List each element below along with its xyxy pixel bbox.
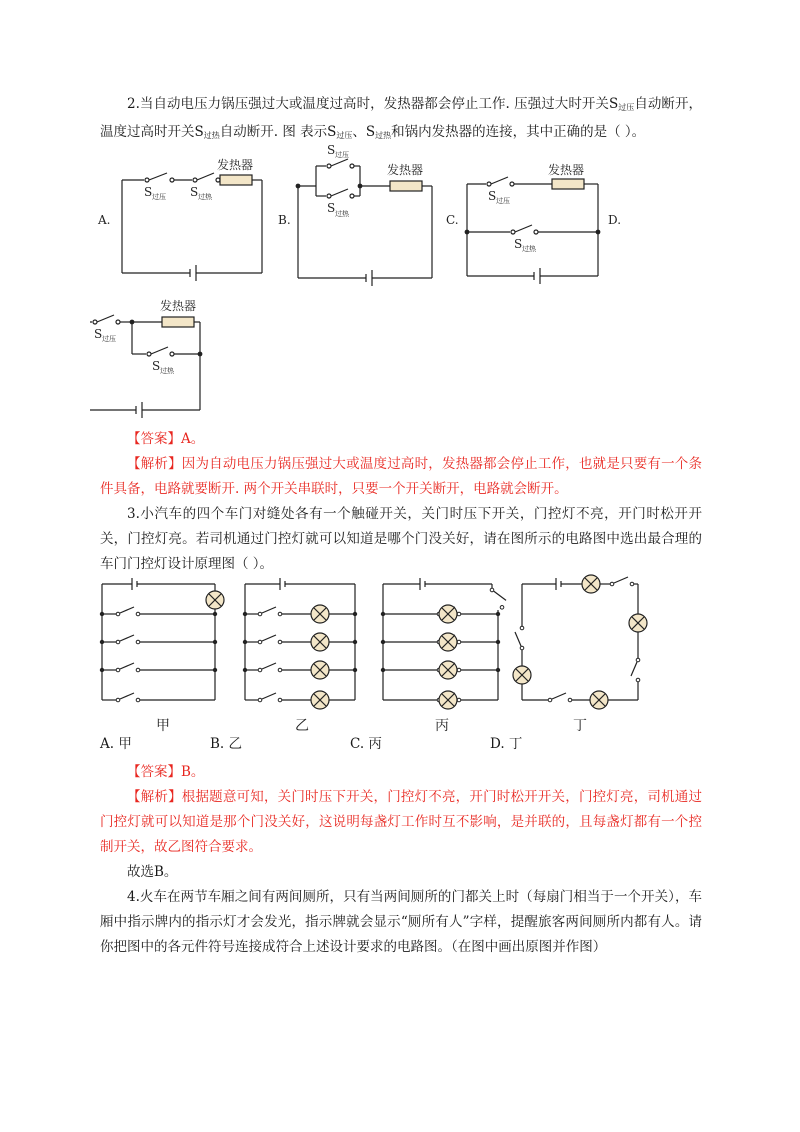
q3-stem: 3.小汽车的四个车门对缝处各有一个触碰开关，关门时压下开关，门控灯不亮，开门时松开开关，门控灯亮。若司机通过门控灯就可以知道是哪个门没关好，请在图所示的电路图中选出最合理的车门门控灯设计原理图（ ）。 (100, 506, 702, 572)
svg-text:过压: 过压 (496, 197, 510, 205)
switch-label: S (144, 185, 153, 199)
option-a-label: A. (98, 213, 111, 227)
circuit-b (298, 159, 432, 286)
circuit-jia (102, 578, 215, 700)
q3-answer: 【答案】B。 (127, 764, 205, 780)
svg-text:过压: 过压 (102, 335, 116, 343)
q2-circuit-figure (90, 140, 630, 420)
junction-dot (596, 230, 601, 235)
circuit-c (467, 177, 598, 284)
q3-circuit-figure (90, 572, 670, 732)
heater-label: 发热器 (387, 163, 424, 177)
circuit-ding (522, 578, 638, 700)
option-c-label: C. (446, 213, 459, 227)
switch-label: S (514, 237, 523, 251)
switch-label: S (327, 201, 336, 215)
q3-conclusion: 故选B。 (127, 864, 178, 880)
switch-label: S (488, 189, 497, 203)
svg-text:过压: 过压 (335, 151, 349, 159)
svg-text:过热: 过热 (160, 367, 174, 375)
circuit-yi (245, 578, 355, 700)
svg-text:过热: 过热 (198, 193, 212, 201)
svg-text:过热: 过热 (522, 245, 536, 253)
choice-b: B. 乙 (210, 736, 243, 752)
switch-label: S (190, 185, 199, 199)
junction-dot (465, 230, 470, 235)
q3-analysis: 【解析】根据题意可知，关门时压下开关，门控灯不亮，开门时松开开关，门控灯亮，司机通过门控灯就可以知道是那个门没关好，这说明每盏灯工作时互不影响，是并联的，且每盏灯都有一个控制开关，故乙图符合要求。 (100, 789, 702, 855)
option-b-label: B. (278, 213, 291, 227)
junction-dot (296, 184, 301, 189)
choice-d: D. 丁 (490, 736, 523, 752)
heater-label: 发热器 (160, 299, 197, 313)
switch-label: S (327, 143, 336, 157)
svg-text:过热: 过热 (335, 210, 349, 218)
caption-yi: 乙 (295, 718, 309, 732)
caption-bing: 丙 (435, 718, 449, 732)
heater-label: 发热器 (548, 163, 585, 177)
junction-dot (358, 184, 363, 189)
q2-answer: 【答案】A。 (127, 431, 205, 447)
choice-c: C. 丙 (350, 736, 382, 752)
choice-a: A. 甲 (100, 736, 132, 752)
q2-analysis: 【解析】因为自动电压力锅压强过大或温度过高时，发热器都会停止工作，也就是只要有一个条件具备，电路就要断开. 两个开关串联时，只要一个开关断开，电路就会断开。 (100, 456, 702, 497)
caption-jia: 甲 (156, 718, 170, 732)
q2-stem: 2.当自动电压力锅压强过大或温度过高时，发热器都会停止工作. 压强过大时开关$S_{过压}$自动断开，温度过高时开关$S_{过热}$自动断开. 图 表示$S_{过压}$、$S_{过热}$和锅内发热器的连接，其中正确的是（ ）。 (100, 96, 702, 140)
option-d-label: D. (608, 213, 622, 227)
q4-stem: 4.火车在两节车厢之间有两间厕所，只有当两间厕所的门都关上时（每扇门相当于一个开关），车厢中指示牌内的指示灯才会发光，指示牌就会显示“厕所有人”字样，提醒旅客两间厕所内都有人。请你把图中的各元件符号连接成符合上述设计要求的电路图。（在图中画出原图并作图） (100, 889, 702, 955)
circuit-d (90, 315, 200, 418)
switch-label: S (152, 359, 161, 373)
junction-dot (198, 352, 203, 357)
switch-label: S (94, 327, 103, 341)
svg-text:过压: 过压 (152, 193, 166, 201)
junction-dot (130, 320, 135, 325)
caption-ding: 丁 (573, 718, 587, 732)
heater-label: 发热器 (217, 158, 254, 172)
